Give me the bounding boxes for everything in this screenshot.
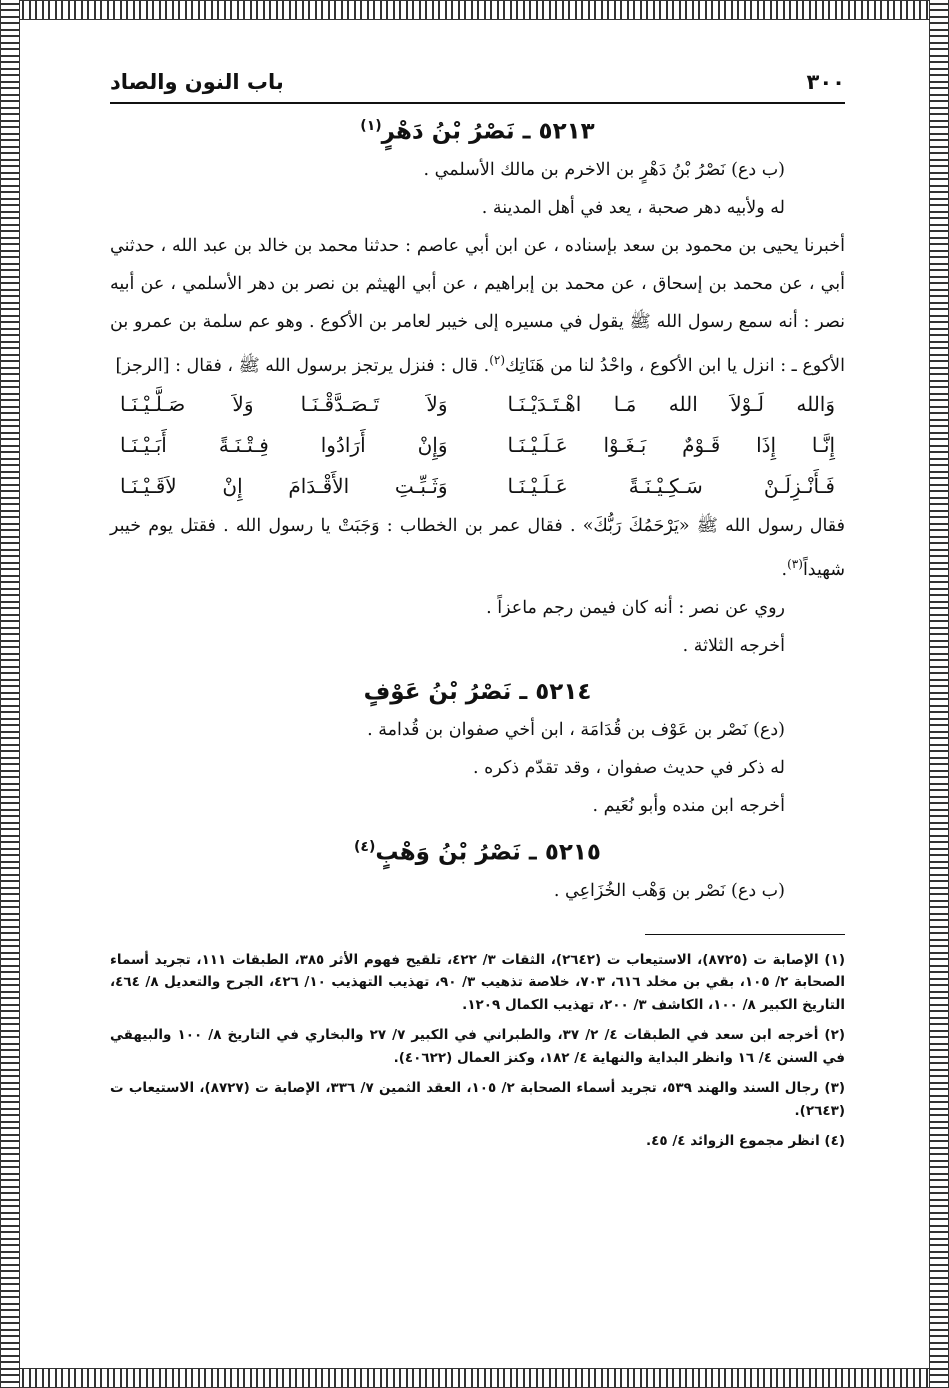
verse-hemistich: وَلاَ تَـصَـدَّقْـنَـا وَلاَ صَـلَّـيْـنَـا xyxy=(120,392,448,417)
poem-verses xyxy=(110,384,845,507)
footnote-ref-1: (١) xyxy=(360,118,382,134)
entry-line: (ب دع) نَصْرُ بْنُ دَهْرٍ بن الاخرم بن مالك الأسلمي . xyxy=(423,159,785,180)
running-header xyxy=(110,70,845,104)
top-border xyxy=(0,0,949,20)
entry-line: (ب دع) نَصْر بن وَهْب الخُزَاعِي . xyxy=(553,880,785,901)
entry-line: أخرجه ابن منده وأبو نُعَيم . xyxy=(592,796,785,817)
entry-line: روي عن نصر : أنه كان فيمن رجم ماعزاً . xyxy=(486,598,785,619)
footnote-ref-2: (٢) xyxy=(489,352,506,367)
footnote: (١) الإصابة ت (٨٧٢٥)، الاستيعاب ت (٢٦٤٢)، الثقات ٣/ ٤٢٢، تلقيح فهوم الأثر ٣٨٥، الطبقات ١١١، تجريد أسماء الصحابة ٢/ ١٠٥، بقي بن مخلد ٦١٦، ٧٠٣، خلاصة تذهيب ٣/ ٩٠، تهذيب التهذيب ١٠/ ٤٢٦، الجرح والتعديل ٨/ ٤٦٤، التاريخ الكبير ٨/ ١٠٠، الكاشف ٣/ ٢٠٠، تهذيب الكمال ١٢٠٩. xyxy=(110,951,845,1013)
entry-title-5213: ٥٢١٣ ـ نَصْرُ بْنُ دَهْرٍ$^{(١)}$ xyxy=(360,118,595,145)
entry-line: له ذكر في حديث صفوان ، وقد تقدّم ذكره . xyxy=(473,758,785,779)
left-border xyxy=(0,0,20,1388)
verse-hemistich: وَإِنْ أَرَادُوا فِـتْـنَـةً أَبَـيْـنَـا xyxy=(120,433,448,458)
footnote: (٤) انظر مجموع الزوائد ٤/ ٤٥. xyxy=(646,1133,845,1150)
verse-hemistich: وَثَـبِّـتِ الأَقْـدَامَ إِنْ لاَقَـيْـنَـا xyxy=(120,474,448,499)
footnote-ref-4: (٤) xyxy=(354,839,376,856)
verse-hemistich: وَالله لَـوْلاَ الله مَـا اهْـتَـدَيْـنَـا xyxy=(507,392,835,417)
bottom-border xyxy=(0,1368,949,1388)
footnote-separator xyxy=(645,934,845,935)
entry-line: له ولأبيه دهر صحبة ، يعد في أهل المدينة . xyxy=(481,197,785,218)
section-title: باب النون والصاد xyxy=(110,70,284,94)
right-border xyxy=(929,0,949,1388)
footnote-ref-3: (٣) xyxy=(787,557,803,572)
footnote: (٢) أخرجه ابن سعد في الطبقات ٤/ ٢/ ٣٧، والطبراني في الكبير ٧/ ٢٧ والبخاري في التاريخ ٨/ ١٠٠ والبيهقي في السنن ٤/ ١٦ وانظر البداية والنهاية ٤/ ١٨٢، وكنز العمال (٤٠٦٢٢). xyxy=(110,1027,846,1066)
page-body xyxy=(110,70,845,1161)
footnote: (٣) رجال السند والهند ٥٣٩، تجريد أسماء الصحابة ٢/ ١٠٥، العقد الثمين ٧/ ٣٣٦، الإصابة ت (٨٧٢٧)، الاستيعاب ت (٢٦٤٣). xyxy=(110,1080,845,1119)
entry-title-5214: ٥٢١٤ ـ نَصْرُ بْنُ عَوْفٍ xyxy=(363,679,592,706)
entry-paragraph: أخبرنا يحيى بن محمود بن سعد بإسناده ، عن ابن أبي عاصم : حدثنا محمد بن خالد بن عبد الله ، حدثني أبي ، عن محمد بن إسحاق ، عن محمد بن إبراهيم ، عن أبي الهيثم بن نصر بن دهر الأسلمي ، عن أبيه نصر : أنه سمع رسول الله ﷺ يقول في مسيره إلى خيبر لعامر بن الأكوع . وهو عم سلمة بن عمرو بن الأكوع ـ : انزل يا ابن الأكوع ، واحْدُ لنا من هَنَاتِك$^{(٢)}$. قال : فنزل يرتجز برسول الله ﷺ ، فقال : [الرجز] xyxy=(110,235,845,376)
entry-title-5215: ٥٢١٥ ـ نَصْرُ بْنُ وَهْبٍ$^{(٤)}$ xyxy=(354,839,601,866)
verse-hemistich: إِنَّـا إِذَا قَـوْمٌ بَـغَـوْا عَـلَـيْـنَـا xyxy=(507,433,835,458)
entry-paragraph: فقال رسول الله ﷺ «يَرْحَمُكَ رَبُّكَ» . فقال عمر بن الخطاب : وَجَبَتْ يا رسول الله . فقتل يوم خيبر شهيداً$^{(٣)}$. xyxy=(110,516,845,581)
entry-line: (دع) نَصْر بن عَوْف بن قُدَامَة ، ابن أخي صفوان بن قُدامة . xyxy=(367,720,785,741)
page-number: ٣٠٠ xyxy=(806,70,845,94)
entry-line: أخرجه الثلاثة . xyxy=(682,636,785,657)
verse-hemistich: فَـأَنْـزِلَـنْ سَـكِـيْـنَـةً عَـلَـيْـنَـا xyxy=(507,474,835,499)
